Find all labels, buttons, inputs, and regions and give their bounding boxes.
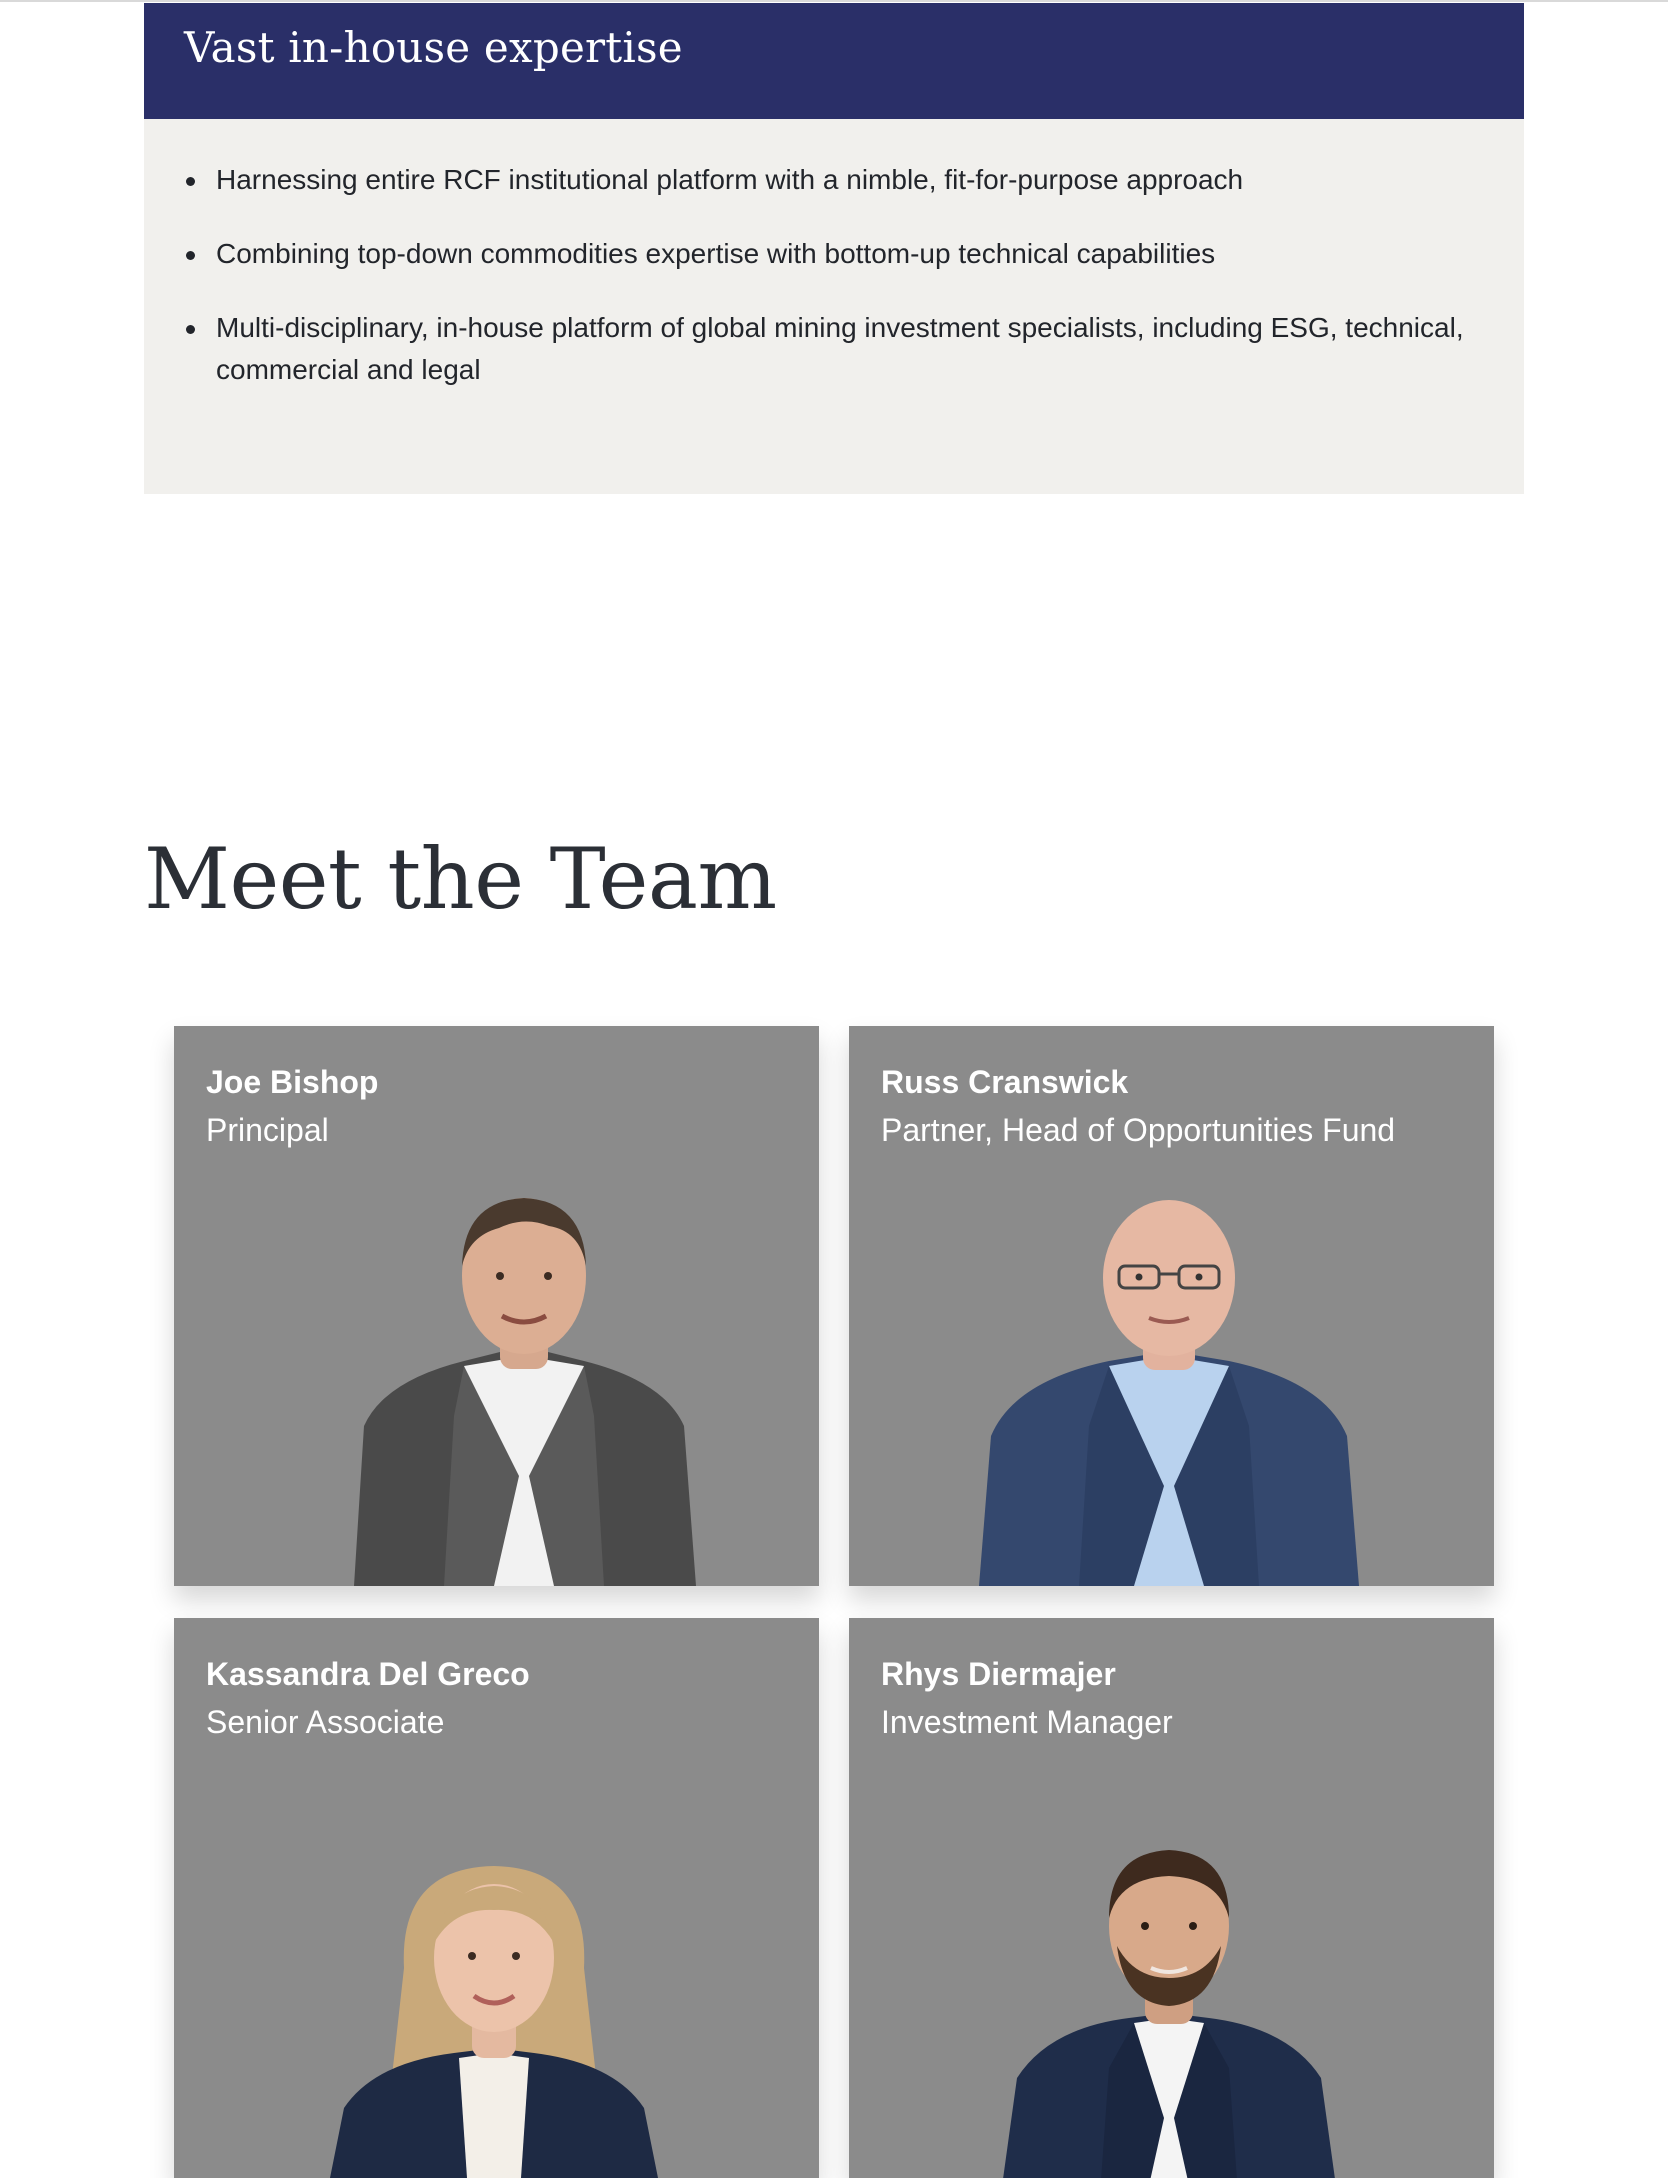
expertise-panel [144,3,1524,494]
member-role: Principal [206,1112,329,1148]
member-name: Joe Bishop [206,1064,379,1100]
team-card-joe-bishop[interactable] [174,1026,819,1586]
expertise-bullet: Combining top-down commodities expertise with bottom-up technical capabilities [216,233,1464,275]
team-heading: Meet the Team [144,830,777,928]
member-role: Partner, Head of Opportunities Fund [881,1112,1396,1148]
team-card-kassandra-del-greco[interactable] [174,1618,819,2178]
portrait-photo [969,1186,1369,1586]
expertise-bullet: Harnessing entire RCF institutional platform with a nimble, fit-for-purpose approach [216,159,1464,201]
member-role: Investment Manager [881,1704,1173,1740]
member-name: Russ Cranswick [881,1064,1129,1100]
expertise-title: Vast in-house expertise [144,3,1524,119]
top-divider [0,0,1668,2]
member-name: Kassandra Del Greco [206,1656,530,1692]
portrait-photo [979,1828,1359,2178]
portrait-photo [344,1176,704,1586]
expertise-body [144,119,1524,494]
expertise-bullet: Multi-disciplinary, in-house platform of global mining investment specialists, including ESG, technical, commercial and legal [216,307,1464,391]
expertise-list [216,159,1464,391]
team-card-rhys-diermajer[interactable] [849,1618,1494,2178]
portrait-photo [304,1848,684,2178]
member-name: Rhys Diermajer [881,1656,1116,1692]
member-role: Senior Associate [206,1704,445,1740]
team-card-russ-cranswick[interactable] [849,1026,1494,1586]
